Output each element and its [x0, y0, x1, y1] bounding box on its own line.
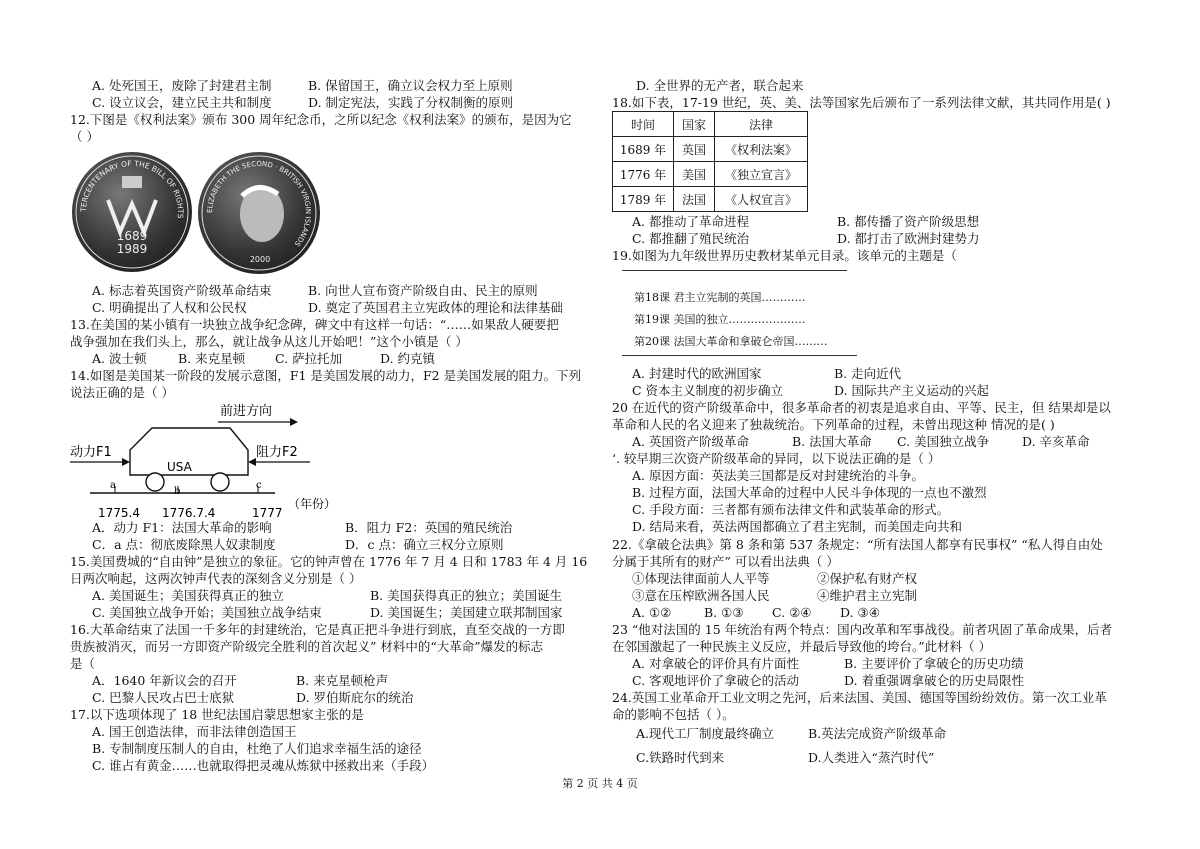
- q19-option-c: C 资本主义制度的初步确立: [632, 383, 784, 398]
- q12-stem: 12.下图是《权利法案》颁布 300 周年纪念币，之所以纪念《权利法案》的颁布，是因为它: [70, 112, 572, 127]
- page-footer: 第 2 页 共 4 页: [562, 777, 638, 790]
- point-a: a: [110, 480, 116, 491]
- usa-label: USA: [167, 460, 192, 474]
- laws-table: [612, 111, 808, 212]
- q11-option-d: D. 制定宪法，实践了分权制衡的原则: [308, 95, 514, 110]
- toc-item-18: 第18课 君主立宪制的英国…………: [634, 291, 806, 304]
- q21-option-b: B. 过程方面，法国大革命的过程中人民斗争体现的一点也不激烈: [632, 485, 987, 500]
- table-cell: 《权利法案》: [715, 137, 808, 162]
- year-1777: 1777: [252, 506, 283, 520]
- q22-stem-2: 分属于其所有的财产” 可以看出法典（ ）: [612, 554, 839, 569]
- q15-option-c: C. 美国独立战争开始；美国独立战争结束: [92, 605, 322, 620]
- q19-stem: 19.如图为九年级世界历史教材某单元目录。该单元的主题是（: [612, 248, 957, 263]
- q21-option-a: A. 原因方面：英法美三国都是反对封建统治的斗争。: [632, 468, 924, 483]
- coin-obverse-art: [72, 152, 192, 272]
- q17-option-b: B. 专制制度压制人的自由，杜绝了人们追求幸福生活的途径: [92, 741, 422, 756]
- q12-option-a: A. 标志着英国资产阶级革命结束: [92, 283, 272, 298]
- q18-option-a: A. 都推动了革命进程: [632, 214, 749, 229]
- q16-option-d: D. 罗伯斯庇尔的统治: [296, 690, 414, 705]
- force-f2-label: 阻力F2: [256, 445, 298, 460]
- q11-option-a: A. 处死国王，废除了封建君主制: [92, 78, 272, 93]
- q24-option-d: D.人类进入“蒸汽时代”: [808, 750, 935, 765]
- q21-stem: ‘. 较早期三次资产阶级革命的异同，以下说法正确的是（ ）: [612, 451, 941, 466]
- q22-statement-3: ③意在压榨欧洲各国人民: [632, 588, 770, 603]
- coin-reverse-image: [198, 152, 320, 274]
- q12-option-c: C. 明确提出了人权和公民权: [92, 300, 247, 315]
- q13-option-a: A. 波士顿: [92, 351, 147, 366]
- q22-option-b: B. ①③: [704, 605, 744, 620]
- q19-option-a: A. 封建时代的欧洲国家: [632, 366, 762, 381]
- q24-option-c: C.铁路时代到来: [636, 750, 725, 765]
- table-header-row: [613, 112, 808, 137]
- q20-option-b: B. 法国大革命: [792, 434, 872, 449]
- year-unit: （年份）: [288, 497, 337, 511]
- table-cell: 1776 年: [613, 162, 674, 187]
- q18-option-d: D. 都打击了欧洲封建势力: [837, 231, 980, 246]
- table-row: [613, 187, 808, 212]
- q15-stem: 15.美国费城的“自由钟”是独立的象征。它的钟声曾在 1776 年 7 月 4 日和 1783 年 4 月 16: [70, 554, 588, 569]
- table-cell: 英国: [674, 137, 715, 162]
- toc-item-19: 第19课 美国的独立…………………: [634, 313, 806, 326]
- q20-option-d: D. 辛亥革命: [1022, 434, 1090, 449]
- point-b: b: [174, 486, 181, 497]
- q16-stem-3: 是（: [70, 656, 96, 671]
- q23-stem-2: 在邻国激起了一种民族主义反应，并最后导致他的垮台。”此材料（ ）: [612, 639, 992, 654]
- q13-option-b: B. 来克星顿: [178, 351, 246, 366]
- q20-stem: 20 在近代的资产阶级革命中，很多革命者的初衷是追求自由、平等、民主，但 结果却是以: [612, 400, 1111, 415]
- q16-stem-2: 贵族被消灭，而另一方即资产阶级完全胜利的首次起义” 材料中的“大革命”爆发的标志: [70, 639, 544, 654]
- coin-right-legend: ELIZABETH THE SECOND · BRITISH VIRGIN ISLANDS: [205, 159, 313, 248]
- table-row: [613, 162, 808, 187]
- q18-option-c: C. 都推翻了殖民统治: [632, 231, 750, 246]
- table-header-cell: 法律: [715, 112, 808, 137]
- table-cell: 1789 年: [613, 187, 674, 212]
- usa-car-diagram: [70, 400, 370, 520]
- q18-option-b: B. 都传播了资产阶级思想: [837, 214, 980, 229]
- q14-stem: 14.如图是美国某一阶段的发展示意图，F1 是美国发展的动力，F2 是美国发展的阻力。下列: [70, 368, 582, 383]
- q23-stem: 23 “他对法国的 15 年统治有两个特点：国内改革和军事战役。前者巩固了革命成果，后者: [612, 622, 1113, 637]
- table-cell: 美国: [674, 162, 715, 187]
- table-cell: 1689 年: [613, 137, 674, 162]
- table-cell: 法国: [674, 187, 715, 212]
- q16-option-a: A．1640 年新议会的召开: [92, 673, 237, 688]
- coin-year-1689: 1689: [116, 229, 148, 243]
- toc-item-20: 第20课 法国大革命和拿破仑帝国………: [634, 335, 828, 348]
- year-1776: 1776.7.4: [162, 506, 216, 520]
- q20-option-a: A. 英国资产阶级革命: [632, 434, 749, 449]
- q13-stem-2: 战争强加在我们头上，那么，就让战争从这儿开始吧！”这个小镇是（ ）: [70, 334, 468, 349]
- q14-option-b: B．阻力 F2：英国的殖民统治: [345, 520, 513, 535]
- q22-statement-1: ①体现法律面前人人平等: [632, 571, 770, 586]
- force-f1-label: 动力F1: [70, 445, 112, 460]
- q24-option-b: B.英法完成资产阶级革命: [808, 726, 947, 741]
- q11-option-b: B. 保留国王，确立议会权力至上原则: [308, 78, 513, 93]
- q19-option-b: B. 走向近代: [834, 366, 902, 381]
- q22-statement-2: ②保护私有财产权: [817, 571, 918, 586]
- q20-stem-2: 革命和人民的名义迎来了独裁统治。下列革命的过程，未曾出现这种 情况的是( ): [612, 417, 1055, 432]
- q12-stem-2: （ ）: [70, 129, 99, 144]
- table-row: [613, 137, 808, 162]
- q17-option-d: D. 全世界的无产者，联合起来: [636, 78, 804, 93]
- q22-option-d: D. ③④: [840, 605, 880, 620]
- q15-option-a: A. 美国诞生；美国获得真正的独立: [92, 588, 284, 603]
- q14-option-a: A．动力 F1：法国大革命的影响: [92, 520, 272, 535]
- q14-stem-2: 说法正确的是（ ）: [70, 385, 174, 400]
- toc-bottom-rule: [622, 355, 857, 356]
- table-header-cell: 时间: [613, 112, 674, 137]
- q15-stem-2: 日两次响起，这两次钟声代表的深刻含义分别是（ ）: [70, 571, 362, 586]
- q20-option-c: C. 美国独立战争: [897, 434, 990, 449]
- q15-option-d: D. 美国诞生；美国建立联邦制国家: [370, 605, 563, 620]
- q18-stem: 18.如下表，17-19 世纪，英、美、法等国家先后颁布了一系列法律文献，其共同作用是( ): [612, 95, 1111, 110]
- q17-option-a: A. 国王创造法律，而非法律创造国王: [92, 724, 297, 739]
- q16-option-b: B. 来克星顿枪声: [296, 673, 389, 688]
- q22-option-c: C. ②④: [772, 605, 812, 620]
- table-header-cell: 国家: [674, 112, 715, 137]
- q23-option-a: A. 对拿破仑的评价具有片面性: [632, 656, 799, 671]
- q14-option-c: C．a 点：彻底废除黑人奴隶制度: [92, 537, 276, 552]
- q19-option-d: D. 国际共产主义运动的兴起: [834, 383, 990, 398]
- q11-option-c: C. 设立议会，建立民主共和制度: [92, 95, 272, 110]
- q24-stem: 24.英国工业革命开工业文明之先河，后来法国、美国、德国等国纷纷效仿。第一次工业革: [612, 690, 1107, 705]
- q16-option-c: C. 巴黎人民攻占巴士底狱: [92, 690, 235, 705]
- q21-option-d: D. 结局来看，英法两国都确立了君主宪制，而美国走向共和: [632, 519, 963, 534]
- table-cell: 《人权宣言》: [715, 187, 808, 212]
- q13-option-d: D. 约克镇: [380, 351, 436, 366]
- point-c: c: [256, 480, 262, 491]
- coin-year-2000: 2000: [249, 255, 271, 264]
- q17-option-c: C. 谁占有黄金……也就取得把灵魂从炼狱中拯救出来（手段）: [92, 758, 435, 773]
- q13-stem: 13.在美国的某小镇有一块独立战争纪念碑，碑文中有这样一句话：“……如果敌人硬要把: [70, 317, 559, 332]
- coin-year-1989: 1989: [116, 242, 148, 256]
- q24-option-a: A.现代工厂制度最终确立: [636, 726, 775, 741]
- q23-option-d: D. 着重强调拿破仑的历史局限性: [844, 673, 1025, 688]
- q22-statement-4: ④维护君主立宪制: [817, 588, 918, 603]
- year-1775: 1775.4: [98, 506, 140, 520]
- direction-label: 前进方向: [220, 404, 273, 419]
- q22-stem: 22.《拿破仑法典》第 8 条和第 537 条规定：“所有法国人都享有民事权” “私人得自由处: [612, 537, 1103, 552]
- coin-left-legend: TERCENTENARY OF THE BILL OF RIGHTS: [78, 158, 186, 219]
- q21-option-c: C. 手段方面：三者都有颁布法律文件和武装革命的形式。: [632, 502, 950, 517]
- q23-option-b: B. 主要评价了拿破仑的历史功绩: [844, 656, 1024, 671]
- toc-top-rule: [622, 270, 847, 271]
- q13-option-c: C. 萨拉托加: [275, 351, 343, 366]
- table-cell: 《独立宣言》: [715, 162, 808, 187]
- q23-option-c: C. 客观地评价了拿破仑的活动: [632, 673, 800, 688]
- q22-option-a: A. ①②: [632, 605, 672, 620]
- coin-reverse-art: [198, 152, 320, 274]
- q12-option-b: B. 向世人宣布资产阶级自由、民主的原则: [308, 283, 538, 298]
- q24-stem-2: 命的影响不包括（ ）。: [612, 707, 735, 722]
- q12-option-d: D. 奠定了英国君主立宪政体的理论和法律基础: [308, 300, 564, 315]
- q16-stem: 16.大革命结束了法国一千多年的封建统治，它是真正把斗争进行到底，直至交战的一方即: [70, 622, 565, 637]
- q17-stem: 17.以下选项体现了 18 世纪法国启蒙思想家主张的是: [70, 707, 364, 722]
- q14-option-d: D．c 点：确立三权分立原则: [345, 537, 504, 552]
- q15-option-b: B. 美国获得真正的独立；美国诞生: [370, 588, 563, 603]
- coin-obverse-image: [72, 152, 192, 272]
- svg-text:TERCENTENARY OF THE BILL OF RI: [79, 159, 185, 219]
